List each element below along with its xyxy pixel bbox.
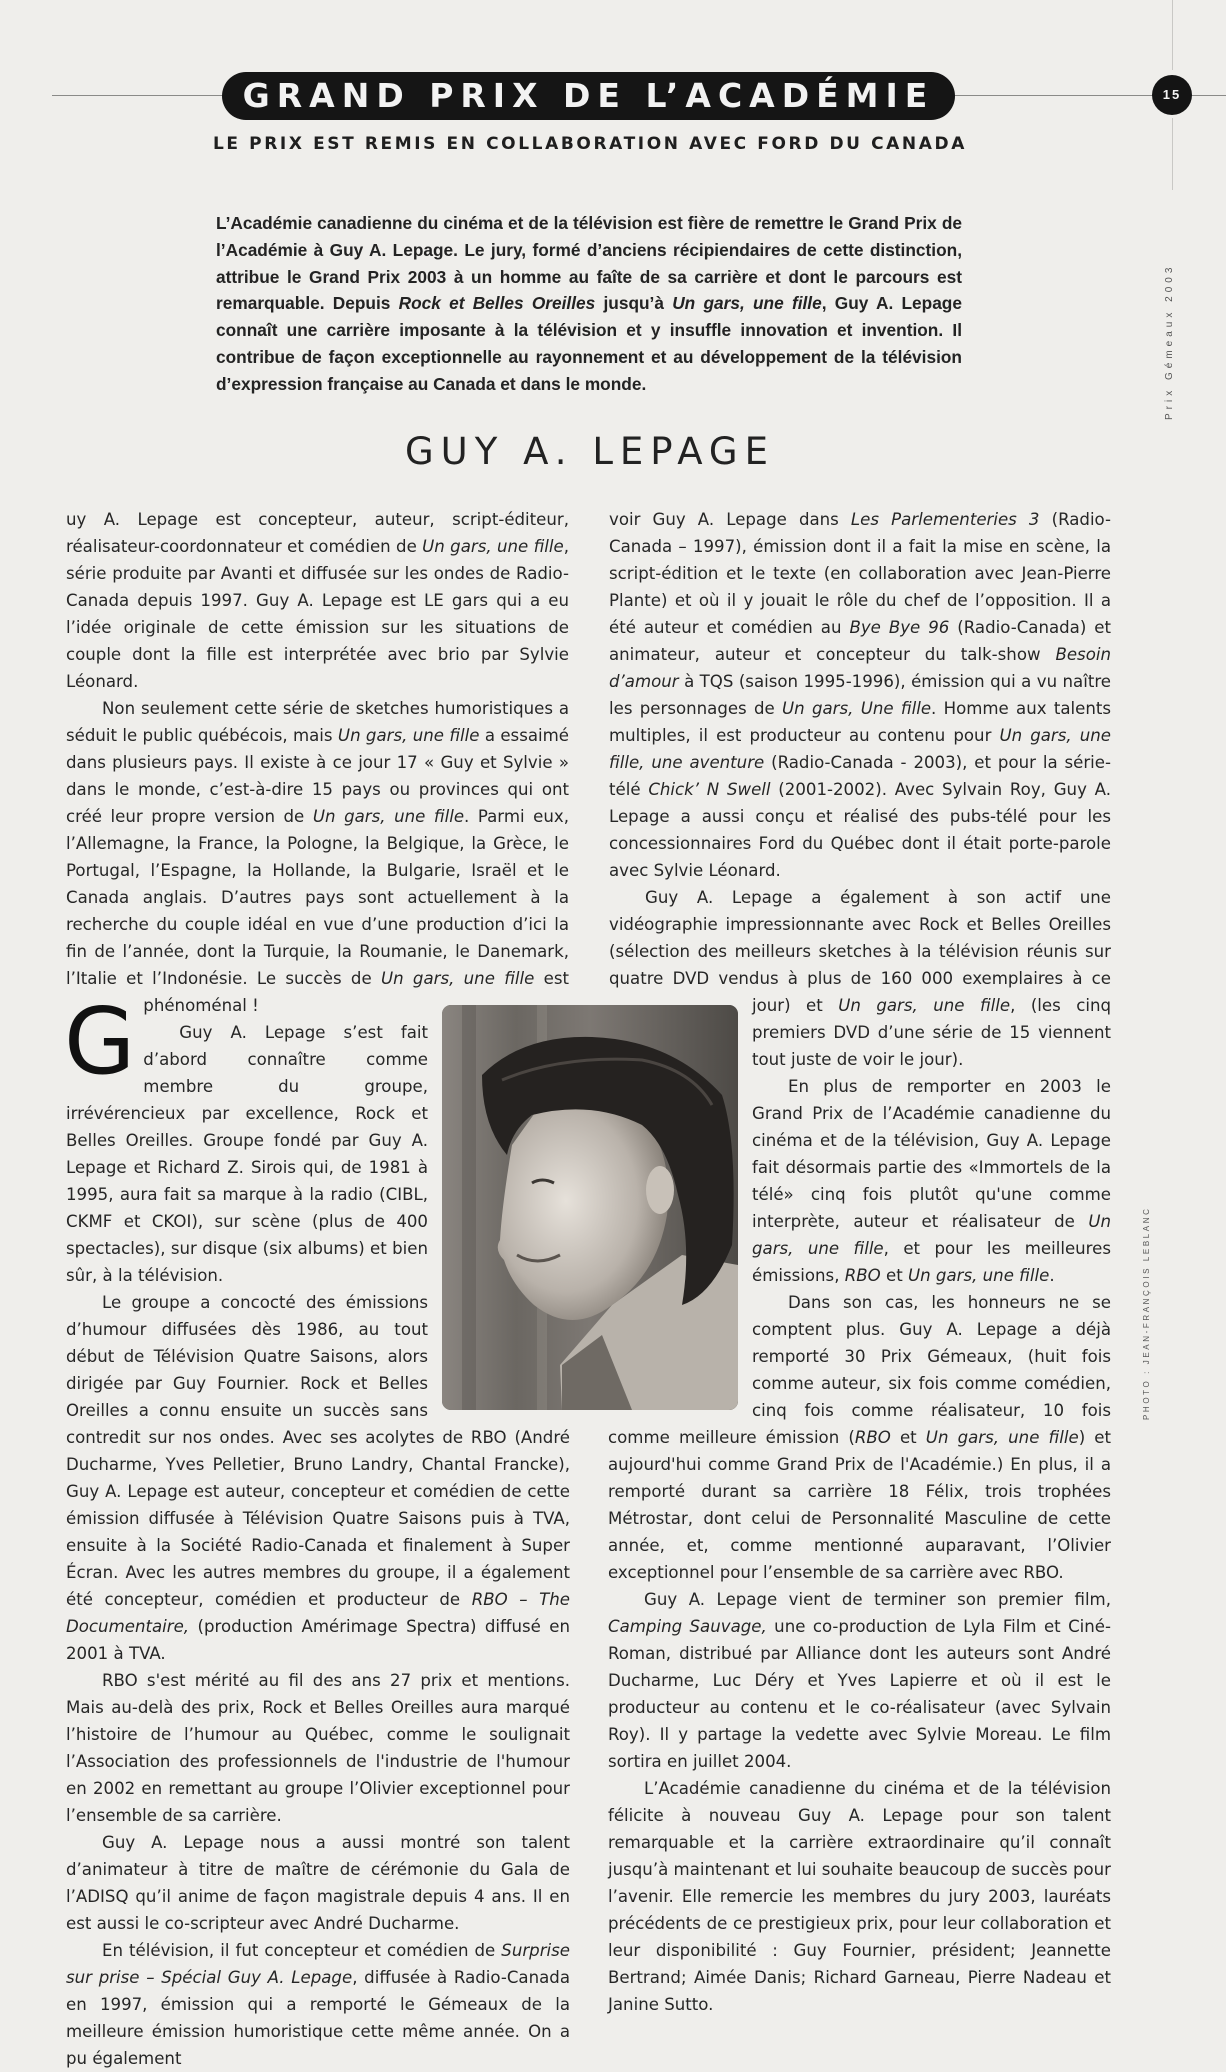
article-paragraph xyxy=(66,695,570,1019)
article-paragraph xyxy=(608,1586,1111,1775)
body-text: (Radio-Canada) et animateur, auteur et concepteur du talk-show xyxy=(609,618,1111,664)
body-text: Guy A. Lepage a également à son actif une vidéographie impressionnante avec Rock et Belles Oreilles (sélection des meilleurs sketches à la télévision réunis sur quatre DVD vendus à plus de 160 000 exemplaires à ce jour) et xyxy=(609,888,1111,1015)
body-text: En télévision, il fut concepteur et comédien de xyxy=(102,1941,502,1960)
body-text: (Radio-Canada - 2003), et pour la série-télé xyxy=(609,753,1111,799)
section-banner-title: GRAND PRIX DE L’ACADÉMIE xyxy=(222,72,955,120)
show-title: Surprise sur prise – Spécial Guy A. Lepage xyxy=(66,1941,570,1987)
body-text: à TQS (saison 1995-1996), émission qui a vu naître les personnages de xyxy=(609,672,1111,718)
body-text: Guy A. Lepage nous a aussi montré son talent d’animateur à titre de maître de cérémonie du Gala de l’ADISQ qu’il anime de façon magistrale depuis 4 ans. Il en est aussi le co-scripteur avec André Ducharme. xyxy=(66,1833,570,1933)
body-text: Guy A. Lepage vient de terminer son premier film, xyxy=(644,1590,1111,1609)
show-title: Un gars, une fille xyxy=(908,1266,1050,1285)
body-text: Dans son cas, les honneurs ne se comptent plus. Guy A. Lepage a déjà remporté 30 Prix Gémeaux, (huit fois comme auteur, six fois comme comédien, cinq fois comme réalisateur, 10 fois comme meilleure émission ( xyxy=(608,1293,1111,1447)
show-title: Camping Sauvage, xyxy=(608,1617,767,1636)
body-text: . Homme aux talents multiples, il est producteur au contenu pour xyxy=(609,699,1112,745)
show-title: RBO xyxy=(844,1266,881,1285)
body-text: est phénoménal ! xyxy=(143,969,569,1015)
article-column-left xyxy=(66,506,570,2072)
intro-title-rbo: Rock et Belles Oreilles xyxy=(398,293,596,314)
body-text: L’Académie canadienne du cinéma et de la télévision félicite à nouveau Guy A. Lepage pour son talent remarquable et la carrière extraordinaire qu’il connaît jusqu’à maintenant et lui souhaite beaucoup de succès pour l’avenir. Elle remercie les membres du jury 2003, lauréats précédents de ce prestigieux prix, pour leur collaboration et leur disponibilité : Guy Fournier, président; Jeannette Bertrand; Aimée Danis; Richard Garneau, Pierre Nadeau et Janine Sutto. xyxy=(608,1779,1111,2014)
photo-wrap-spacer xyxy=(569,506,570,1001)
drop-cap: G xyxy=(64,988,136,1095)
body-text: ) et aujourd'hui comme Grand Prix de l'Académie.) En plus, il a remporté durant sa carrière 18 Félix, trois trophées Métrostar, dont celui de Personnalité Masculine de cette année, et, comme mentionné auparavant, l’Olivier exceptionnel pour l’ensemble de sa carrière avec RBO. xyxy=(608,1428,1112,1582)
body-text: (production Amérimage Spectra) diffusé en 2001 à TVA. xyxy=(66,1617,570,1663)
article-paragraph xyxy=(66,1667,570,1829)
show-title: Un gars, une fille xyxy=(337,726,480,745)
body-text: . Parmi eux, l’Allemagne, la France, la Pologne, la Belgique, la Grèce, le Portugal, l’Espagne, la Hollande, la Bulgarie, Israël et le Canada anglais. D’autres pays sont actuellement à la recherche du couple idéal en vue d’une production d’ici la fin de l’année, dont la Turquie, la Roumanie, le Danemark, l’Italie et l’Indonésie. Le succès de xyxy=(66,807,569,988)
body-text: et xyxy=(890,1428,926,1447)
body-text: (2001-2002). Avec Sylvain Roy, Guy A. Lepage a aussi conçu et réalisé des pubs-télé pour les concessionnaires Ford du Québec dont il était porte-parole avec Sylvie Léonard. xyxy=(609,780,1111,880)
article-paragraph xyxy=(66,1829,570,1937)
body-text: RBO s'est mérité au fil des ans 27 prix et mentions. Mais au-delà des prix, Rock et Belles Oreilles aura marqué l’histoire de l’humour au Québec, comme le soulignait l’Association des professionnels de l'industrie de l'humour en 2002 en remettant au groupe l’Olivier exceptionnel pour l’ensemble de sa carrière. xyxy=(66,1671,570,1825)
article-paragraph xyxy=(608,506,1111,884)
body-text: voir Guy A. Lepage dans xyxy=(609,510,851,529)
show-title: Un gars, une fille xyxy=(312,807,465,826)
header-rule-left xyxy=(52,95,224,96)
article-paragraph xyxy=(608,1775,1111,2018)
show-title: Les Parlementeries 3 xyxy=(850,510,1040,529)
article-heading-name: GUY A. LEPAGE xyxy=(405,430,775,473)
body-text: , et pour les meilleures émissions, xyxy=(752,1239,1111,1285)
show-title: Un gars, une fille xyxy=(380,969,535,988)
body-text: En plus de remporter en 2003 le Grand Prix de l’Académie canadienne du cinéma et de la télévision, Guy A. Lepage fait désormais partie des «Immortels de la télé» cinq fois plutôt qu'une comme interprète, auteur et réalisateur de xyxy=(752,1077,1111,1231)
show-title: Un gars, une fille xyxy=(925,1428,1079,1447)
article-column-right xyxy=(608,506,1111,2018)
show-title: Un gars, une fille, une aventure xyxy=(609,726,1112,772)
intro-paragraph xyxy=(216,210,962,398)
show-title: RBO xyxy=(854,1428,891,1447)
body-text: Le groupe a concocté des émissions d’humour diffusées dès 1986, au tout début de Télévision Quatre Saisons, alors dirigée par Guy Fournier. Rock et Belles Oreilles a connu ensuite un succès sans contredit sur nos ondes. Avec ses acolytes de RBO (André Ducharme, Yves Pelletier, Bruno Landry, Chantal Francke), Guy A. Lepage est auteur, concepteur et comédien de cette émission diffusée à Télévision Quatre Saisons puis à TVA, ensuite à la Société Radio-Canada et finalement à Super Écran. Avec les autres membres du groupe, il a également été concepteur, comédien et producteur de xyxy=(66,1293,570,1609)
article-paragraph xyxy=(66,1937,570,2072)
body-text: Non seulement cette série de sketches humoristiques a séduit le public québécois, mais xyxy=(66,699,569,745)
intro-text: L’Académie canadienne du cinéma et de la télévision est fière de remettre le Grand Prix de l’Académie à Guy A. Lepage. Le jury, formé d’anciens récipiendaires de cette distinction, attribue le Grand Prix 2003 à un homme au faîte de sa carrière et dont le parcours est remarquable. Depuis xyxy=(216,213,962,314)
margin-rule-top xyxy=(1172,0,1173,70)
show-title: Un gars, une fille xyxy=(422,537,564,556)
intro-title-ugnf: Un gars, une fille xyxy=(672,293,822,314)
show-title: Un gars, une fille xyxy=(838,996,1011,1015)
body-text: (Radio-Canada – 1997), émission dont il a fait la mise en scène, la script-édition et le texte (en collaboration avec Jean-Pierre Plante) et où il y jouait le rôle du chef de l’opposition. Il a été auteur et comédien au xyxy=(609,510,1111,637)
photo-credit: PHOTO : JEAN-FRANÇOIS LEBLANC xyxy=(1142,1206,1151,1420)
body-text: , série produite par Avanti et diffusée sur les ondes de Radio-Canada depuis 1997. Guy A. Lepage est LE gars qui a eu l’idée originale de cette émission sur les situations de couple dont la fille est interprétée avec brio par Sylvie Léonard. xyxy=(66,537,570,691)
body-text: uy A. Lepage est concepteur, auteur, script-éditeur, réalisateur-coordonnateur et comédien de xyxy=(66,510,569,556)
body-text: et xyxy=(880,1266,908,1285)
margin-rule-mid xyxy=(1172,118,1173,190)
show-title: Un gars, Une fille xyxy=(782,699,932,718)
show-title: Chick’ N Swell xyxy=(648,780,771,799)
photo-wrap-spacer xyxy=(428,1001,570,1414)
show-title: Un gars, une fille xyxy=(752,1212,1111,1258)
show-title: RBO – The Documentaire, xyxy=(66,1590,570,1636)
body-text: , (les cinq premiers DVD d’une série de 15 viennent tout juste de voir le jour). xyxy=(752,996,1112,1069)
show-title: Bye Bye 96 xyxy=(849,618,950,637)
body-text: une co-production de Lyla Film et Ciné-Roman, distribué par Alliance dont les auteurs sont André Ducharme, Luc Déry et Yves Lapierre et où il est le producteur au contenu et le co-réalisateur (avec Sylvain Roy). Il y partage la vedette avec Sylvie Moreau. Le film sortira en juillet 2004. xyxy=(608,1617,1111,1771)
page-number-badge: 15 xyxy=(1152,75,1192,115)
intro-text: jusqu’à xyxy=(595,293,673,314)
running-header-brand: Prix Gémeaux 2003 xyxy=(1164,263,1175,420)
body-text: a essaimé dans plusieurs pays. Il existe à ce jour 17 « Guy et Sylvie » dans le monde, c’est-à-dire 15 pays ou provinces qui ont créé leur propre version de xyxy=(66,726,570,826)
body-text: , diffusée à Radio-Canada en 1997, émission qui a remporté le Gémeaux de la meilleure émission humoristique cette même année. On a pu également xyxy=(66,1968,570,2068)
body-text: . xyxy=(1049,1266,1055,1285)
photo-wrap-spacer xyxy=(608,1001,752,1414)
show-title: Besoin d’amour xyxy=(609,645,1111,691)
intro-text: , Guy A. Lepage connaît une carrière imposante à la télévision et y insuffle innovation et invention. Il contribue de façon exceptionnelle au rayonnement et au développement de la télévision d’expression française au Canada et dans le monde. xyxy=(216,293,962,394)
section-subtitle: LE PRIX EST REMIS EN COLLABORATION AVEC FORD DU CANADA xyxy=(213,134,967,154)
body-text: Guy A. Lepage s’est fait d’abord connaître comme membre du groupe, irrévérencieux par excellence, Rock et Belles Oreilles. Groupe fondé par Guy A. Lepage et Richard Z. Sirois qui, de 1981 à 1995, aura fait sa marque à la radio (CIBL, CKMF et CKOI), sur scène (plus de 400 spectacles), sur disque (six albums) et bien sûr, à la télévision. xyxy=(66,1023,428,1285)
